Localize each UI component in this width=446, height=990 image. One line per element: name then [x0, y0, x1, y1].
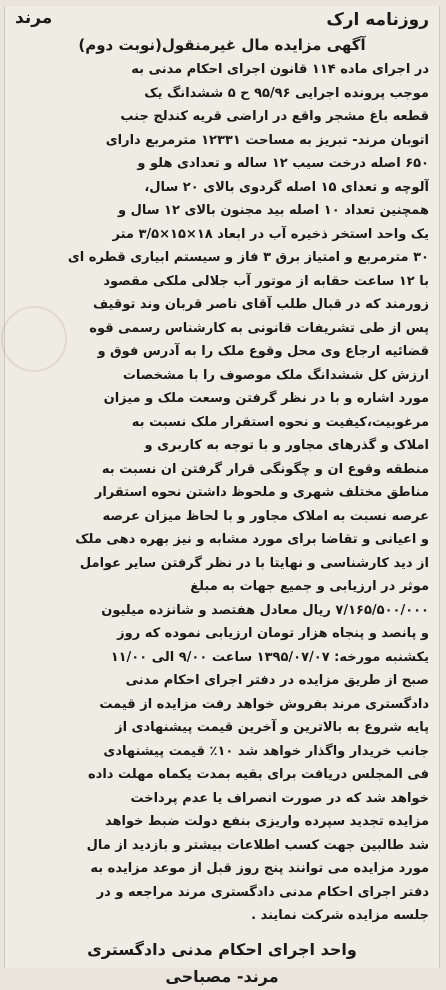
faded-stamp [1, 306, 67, 372]
city-name: مرند [15, 8, 53, 28]
notice-body [5, 58, 439, 928]
body-line: املاک و گذرهای مجاور و با توجه به کاربری و [144, 438, 429, 453]
body-line: صبح از طریق مزایده در دفتر اجرای احکام مدنی [125, 673, 429, 688]
body-line: با ۱۲ ساعت حقابه از موتور آب جلالی ملکی مقصود [103, 273, 429, 289]
body-line: منطقه وقوع ان و چگونگی قرار گرفتن ان نسبت به [101, 461, 429, 477]
body-line: زورمند که در قبال طلب آقای ناصر قربان وند توقیف [93, 297, 429, 312]
body-line: آلوچه و تعدای ۱۵ اصله گردوی بالای ۲۰ سال، [144, 179, 429, 195]
body-line: یکشنبه مورخه: ۱۳۹۵/۰۷/۰۷ ساعت ۹/۰۰ الی ۱۱/۰۰ [110, 649, 429, 665]
body-line: موثر در ارزیابی و جمیع جهات به مبلغ [190, 579, 429, 594]
body-line: مرغوبیت،کیفیت و نحوه استقرار ملک نسبت به [131, 414, 429, 430]
body-line: پس از طی تشریفات قانونی به کارشناس رسمی قوه [89, 320, 429, 336]
signature-name: مرند- مصباحی [165, 966, 279, 986]
body-line: جانب خریدار واگذار خواهد شد ۱۰٪ قیمت پیشنهادی [103, 743, 429, 759]
body-line: مناطق مختلف شهری و ملحوظ داشتن نحوه استقرار [94, 485, 429, 500]
body-line: اتوبان مرند- تبریز به مساحت ۱۲۳۳۱ مترمربع دارای [105, 132, 429, 148]
body-line: ۳۰ مترمربع و امتیاز برق ۳ فاز و سیستم ابیاری قطره ای [67, 250, 429, 265]
body-line: جلسه مزایده شرکت نمایند . [251, 908, 429, 923]
body-line: فی المجلس دریافت برای بقیه بمدت یکماه مهلت داده [88, 767, 429, 782]
body-line: مورد مزایده می توانند پنج روز قبل از موعد مزایده به [90, 861, 429, 876]
body-line: یک واحد استخر ذخیره آب در ابعاد ۱۸×۱۵×۳/۵ متر [112, 226, 429, 242]
body-line: دفتر اجرای احکام مدنی دادگستری مرند مراجعه و در [96, 884, 429, 900]
body-line: ۷/۱۶۵/۵۰۰/۰۰۰ ریال معادل هفتصد و شانزده میلیون [101, 602, 429, 618]
body-line: همچنین تعداد ۱۰ اصله بید مجنون بالای ۱۲ سال و [117, 203, 429, 218]
body-line: مورد اشاره و با در نظر گرفتن وسعت ملک و میزان [103, 391, 429, 406]
signature-office: واحد اجرای احکام مدنی دادگستری [87, 939, 357, 959]
notice-title: آگهی مزایده مال غیرمنقول(نوبت دوم) [78, 36, 366, 54]
body-line: ارزش کل ششدانگ ملک موصوف را با مشخصات [122, 367, 429, 383]
header [5, 6, 439, 36]
body-line: قضائیه ارجاع وی محل وقوع ملک را به آدرس فوق و [97, 344, 429, 359]
body-line: موجب پرونده اجرایی ۹۵/۹۶ ح ۵ ششدانگ یک [144, 85, 429, 101]
body-line: پایه شروع به بالاترین و آخرین قیمت پیشنهادی از [115, 720, 429, 735]
body-line: خواهد شد که در صورت انصراف یا عدم پرداخت [130, 790, 429, 806]
body-line: دادگستری مرند بفروش خواهد رفت مزایده از قیمت [99, 696, 429, 712]
body-line: شد طالبین جهت کسب اطلاعات بیشتر و بازدید از مال [86, 837, 429, 853]
body-line: مزایده تجدید سپرده واریزی بنفع دولت ضبط خواهد [104, 814, 429, 829]
newspaper-name: روزنامه ارک [326, 10, 429, 30]
body-line: در اجرای ماده ۱۱۴ قانون اجرای احکام مدنی به [131, 62, 429, 77]
newspaper-clipping [4, 6, 440, 986]
body-line: و پانصد و پنجاه هزار تومان ارزیابی نموده که روز [117, 626, 429, 641]
body-line: از دید کارشناسی و نهایتا با در نظر گرفتن سایر عوامل [79, 555, 429, 571]
body-line: ۶۵۰ اصله درخت سیب ۱۲ ساله و تعدادی هلو و [137, 156, 429, 171]
body-line: عرصه نسبت به املاک مجاور و با لحاظ میزان عرصه [102, 508, 429, 524]
body-line: و اعیانی و تقاضا برای مورد مشابه و نیز بهره دهی ملک [75, 532, 429, 547]
signature-block [5, 936, 439, 990]
body-line: قطعه باغ مشجر واقع در اراضی قریه کندلج جنب [120, 109, 429, 124]
